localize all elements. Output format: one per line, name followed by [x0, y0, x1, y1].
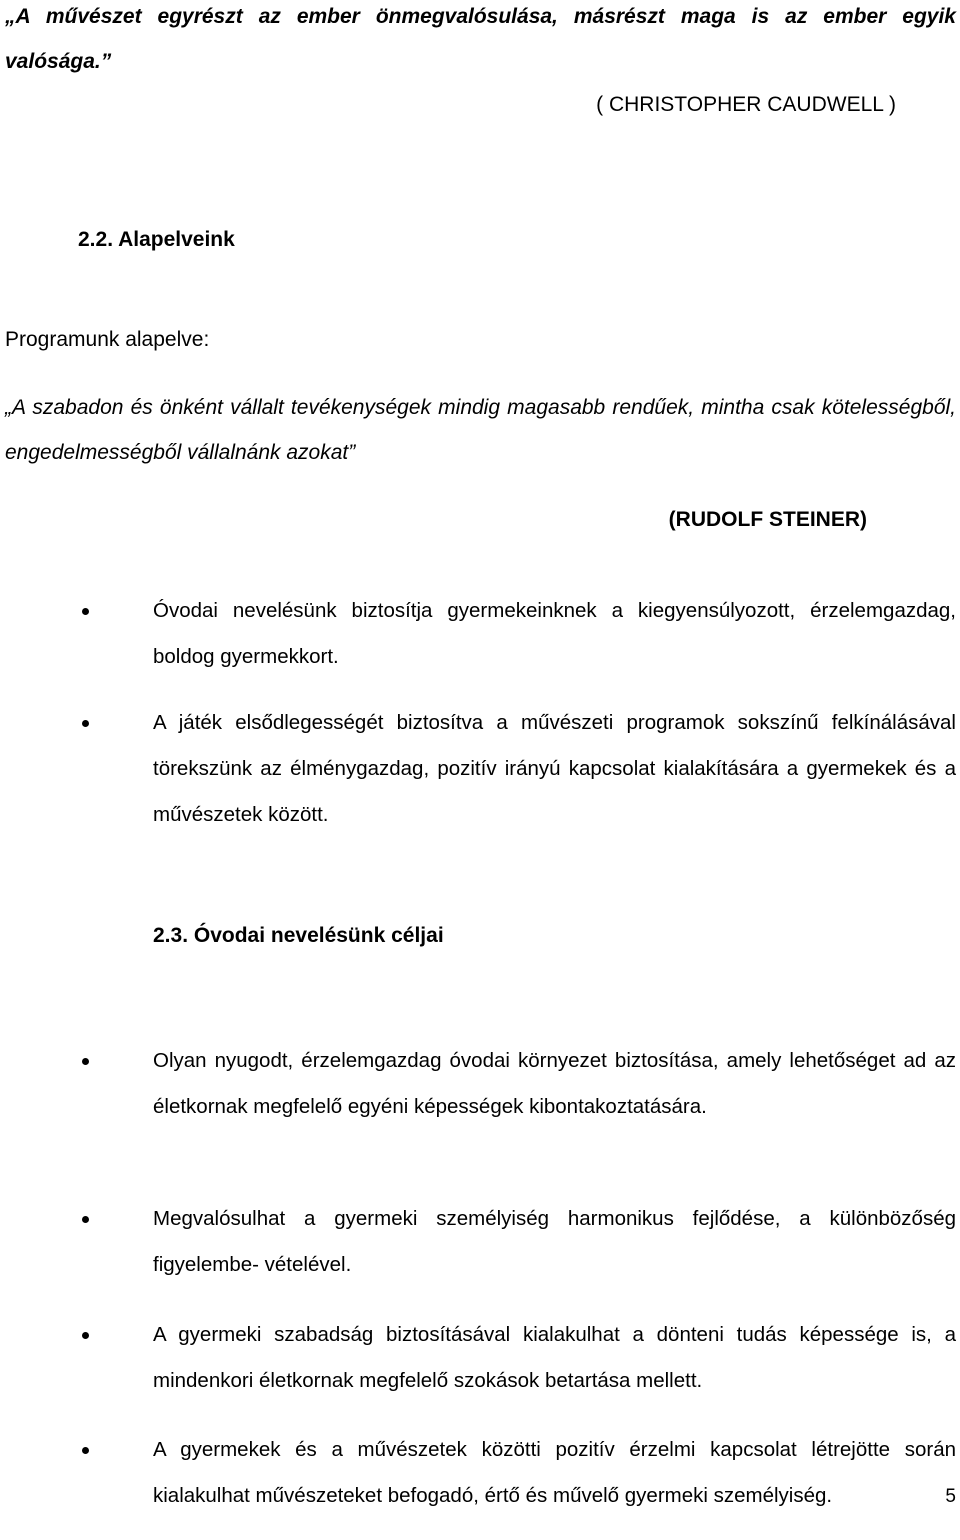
list-item-text: Megvalósulhat a gyermeki személyiség harmonikus fejlődése, a különbözőség figyelembe- vételével. — [153, 1207, 956, 1276]
list-item-text: Óvodai nevelésünk biztosítja gyermekeinknek a kiegyensúlyozott, érzelemgazdag, boldog gyermekkort. — [153, 598, 956, 668]
list-item — [0, 588, 960, 680]
bullet-icon — [82, 1447, 89, 1454]
principle-quote: „A szabadon és önként vállalt tevékenységek mindig magasabb rendűek, mintha csak kötelességből, engedelmességből vállalnánk azokat” — [5, 396, 956, 464]
opening-quote-author: ( CHRISTOPHER CAUDWELL ) — [596, 93, 896, 116]
list-item-text: A gyermekek és a művészetek közötti pozitív érzelmi kapcsolat létrejötte során kialakulhat művészeteket befogadó, értő és művelő gyermeki személyiség. — [153, 1438, 956, 1507]
list-item — [0, 1312, 960, 1407]
bullet-icon — [82, 720, 89, 727]
principle-quote-author: (RUDOLF STEINER) — [668, 508, 867, 531]
bullet-icon — [82, 1058, 89, 1065]
list-item-text: A gyermeki szabadság biztosításával kialakulhat a dönteni tudás képessége is, a mindenkori életkornak megfelelő szokások betartása mellett. — [153, 1322, 956, 1392]
list-item — [0, 1196, 960, 1291]
page-number: 5 — [945, 1486, 956, 1507]
list-item — [0, 1427, 960, 1519]
list-item-text: Olyan nyugodt, érzelemgazdag óvodai környezet biztosítása, amely lehetőséget ad az életkornak megfelelő egyéni képességek kibontakoztatására. — [153, 1048, 956, 1118]
goals-list — [0, 1017, 960, 1540]
bullet-icon — [82, 1332, 89, 1339]
list-item — [0, 700, 960, 838]
section-2-3-heading: 2.3. Óvodai nevelésünk céljai — [153, 924, 444, 947]
principle-intro: Programunk alapelve: — [5, 328, 210, 351]
section-2-2-heading: 2.2. Alapelveink — [78, 228, 235, 251]
bullet-icon — [82, 608, 89, 615]
list-item-text: A játék elsődlegességét biztosítva a művészeti programok sokszínű felkínálásával törekszünk az élménygazdag, pozitív irányú kapcsolat kialakítására a gyermekek és a művészetek között. — [153, 711, 956, 826]
list-item — [0, 1038, 960, 1176]
principles-list — [0, 567, 960, 859]
opening-quote: „A művészet egyrészt az ember önmegvalósulása, másrészt maga is az ember egyik valósága.” — [5, 5, 956, 73]
bullet-icon — [82, 1216, 89, 1223]
